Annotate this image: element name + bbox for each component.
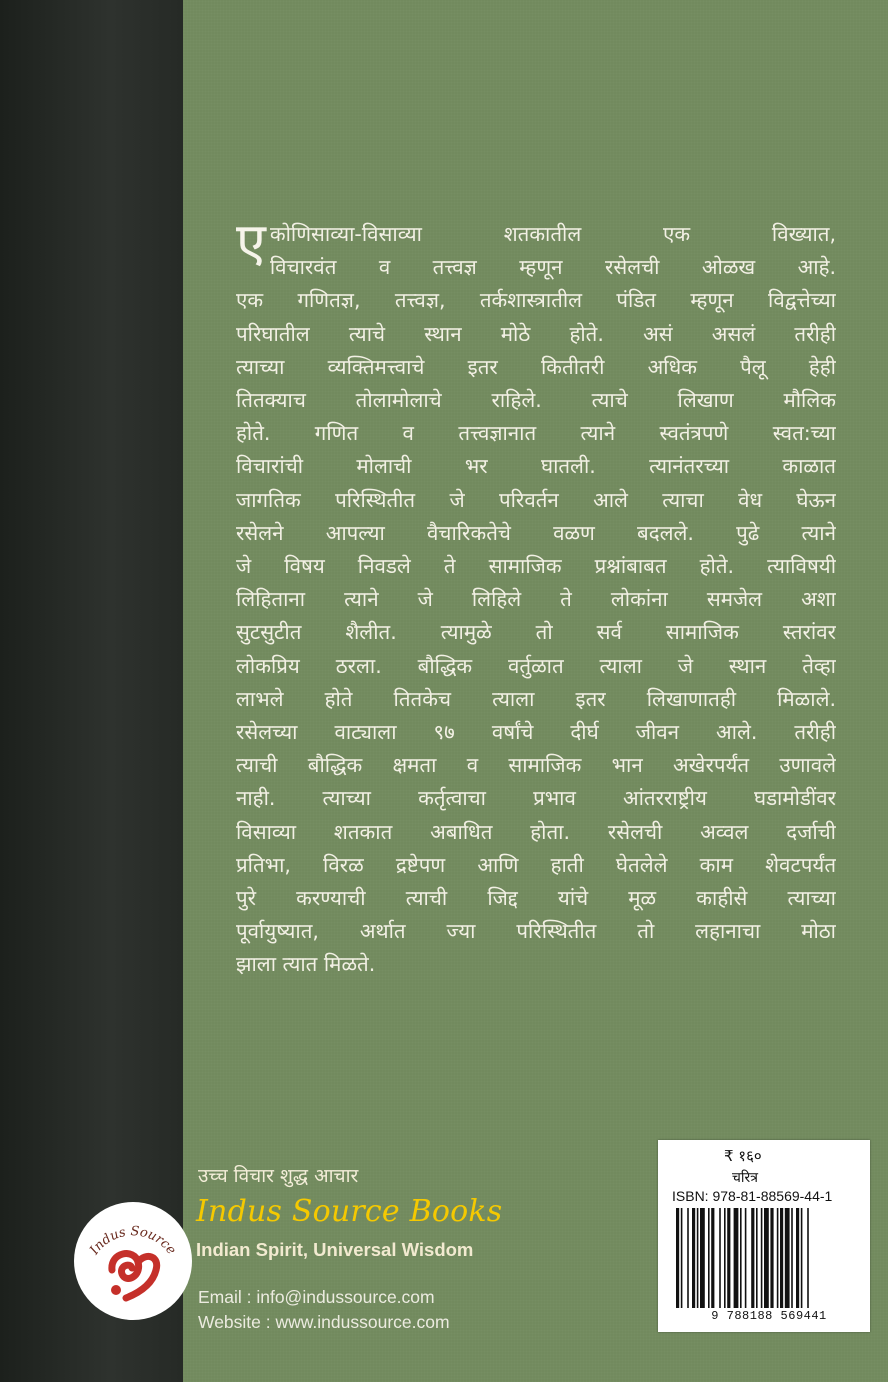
blurb-line: लिहिताना त्याने जे लिहिले ते लोकांना समजेल अशा bbox=[236, 587, 836, 612]
blurb-line: लोकप्रिय ठरला. बौद्धिक वर्तुळात त्याला जे स्थान तेव्हा bbox=[236, 653, 836, 678]
barcode-bar bbox=[727, 1208, 730, 1308]
blurb-line: प्रतिभा, विरळ द्रष्टेपण आणि हाती घेतलेले काम शेवटपर्यंत bbox=[236, 852, 836, 877]
barcode-bar bbox=[777, 1208, 779, 1308]
barcode-bar bbox=[711, 1208, 714, 1308]
blurb-line: जे विषय निवडले ते सामाजिक प्रश्नांबाबत होते. त्याविषयी bbox=[236, 554, 836, 579]
barcode-bar bbox=[700, 1208, 705, 1308]
blurb-line: पूर्वायुष्यात, अर्थात ज्या परिस्थितीत तो लहानाचा मोठा bbox=[236, 919, 836, 944]
publisher-name: Indus Source Books bbox=[196, 1194, 503, 1229]
blurb-line: कोणिसाव्या-विसाव्या शतकातील एक विख्यात, bbox=[269, 222, 836, 246]
publisher-tagline: उच्च विचार शुद्ध आचार bbox=[198, 1165, 359, 1187]
barcode-bar bbox=[745, 1208, 747, 1308]
publisher-email: Email : info@indussource.com bbox=[198, 1287, 435, 1307]
barcode-bar bbox=[770, 1208, 773, 1308]
blurb-line: रसेलने आपल्या वैचारिकतेचे वळण बदलले. पुढे त्याने bbox=[236, 520, 836, 545]
barcode-bar bbox=[697, 1208, 699, 1308]
blurb-line: रसेलच्या वाट्याला ९७ वर्षांचे दीर्घ जीवन आले. तरीही bbox=[236, 720, 836, 745]
barcode-digits: 9 788188 569441 bbox=[711, 1309, 827, 1323]
barcode-bar bbox=[756, 1208, 758, 1308]
blurb-line: त्याची बौद्धिक क्षमता व सामाजिक भान अखेरपर्यंत उणावले bbox=[236, 753, 836, 778]
barcode-bar bbox=[692, 1208, 695, 1308]
publisher-website: Website : www.indussource.com bbox=[198, 1312, 450, 1332]
blurb-line: सुटसुटीत शैलीत. त्यामुळे तो सर्व सामाजिक स्तरांवर bbox=[236, 620, 836, 645]
barcode-bar bbox=[681, 1208, 683, 1308]
barcode-bar bbox=[751, 1208, 754, 1308]
blurb-line: त्याच्या व्यक्तिमत्त्वाचे इतर कितीतरी अधिक पैलू हेही bbox=[236, 354, 836, 379]
isbn-label: ISBN: 978-81-88569-44-1 bbox=[672, 1188, 833, 1204]
category-label: चरित्र bbox=[732, 1170, 758, 1186]
blurb-line: एक गणितज्ञ, तत्त्वज्ञ, तर्कशास्त्रातील पंडित म्हणून विद्वत्तेच्या bbox=[236, 288, 836, 313]
blurb-line: होते. गणित व तत्त्वज्ञानात त्याने स्वतंत्रपणे स्वत:च्या bbox=[236, 421, 836, 446]
blurb-line: लाभले होते तितकेच त्याला इतर लिखाणातही मिळाले. bbox=[236, 686, 836, 711]
barcode-bar bbox=[761, 1208, 763, 1308]
barcode-bar bbox=[791, 1208, 793, 1308]
barcode-bar bbox=[740, 1208, 742, 1308]
barcode-bar bbox=[780, 1208, 783, 1308]
barcode-bar bbox=[676, 1208, 679, 1308]
barcode-bar bbox=[719, 1208, 721, 1308]
barcode-bar bbox=[724, 1208, 726, 1308]
book-spine-band bbox=[0, 0, 183, 1382]
barcode-bar bbox=[708, 1208, 710, 1308]
barcode-bar bbox=[796, 1208, 799, 1308]
blurb-line: तितक्याच तोलामोलाचे राहिले. त्याचे लिखाण मौलिक bbox=[236, 388, 836, 413]
barcode-bar bbox=[801, 1208, 803, 1308]
blurb-line: विचारांची मोलाची भर घातली. त्यानंतरच्या काळात bbox=[236, 454, 836, 479]
barcode-bar bbox=[734, 1208, 739, 1308]
barcode-bar bbox=[764, 1208, 769, 1308]
blurb-line: पुरे करण्याची त्याची जिद्द यांचे मूळ काहीसे त्याच्या bbox=[236, 886, 836, 911]
blurb-line: विचारवंत व तत्त्वज्ञ म्हणून रसेलची ओळख आहे. bbox=[269, 255, 836, 280]
publisher-logo bbox=[72, 1200, 194, 1322]
blurb-line: जागतिक परिस्थितीत जे परिवर्तन आले त्याचा वेध घेऊन bbox=[236, 487, 836, 512]
blurb-text bbox=[236, 211, 836, 1058]
barcode-bar bbox=[807, 1208, 809, 1308]
barcode-image bbox=[672, 1208, 866, 1308]
blurb-line: विसाव्या शतकात अबाधित होता. रसेलची अव्वल दर्जाची bbox=[236, 819, 836, 844]
blurb-drop-cap: ए bbox=[236, 211, 266, 274]
price-label: ₹ १६० bbox=[724, 1147, 762, 1165]
publisher-motto: Indian Spirit, Universal Wisdom bbox=[196, 1239, 474, 1260]
blurb-line: झाला त्यात मिळते. bbox=[236, 952, 376, 977]
blurb-line: नाही. त्याच्या कर्तृत्वाचा प्रभाव आंतरराष्ट्रीय घडामोडींवर bbox=[236, 786, 836, 811]
barcode-bar bbox=[687, 1208, 689, 1308]
blurb-line: परिघातील त्याचे स्थान मोठे होते. असं असलं तरीही bbox=[236, 321, 836, 346]
publisher-logo-text: Indus Source bbox=[87, 1224, 179, 1258]
barcode-bar bbox=[785, 1208, 790, 1308]
